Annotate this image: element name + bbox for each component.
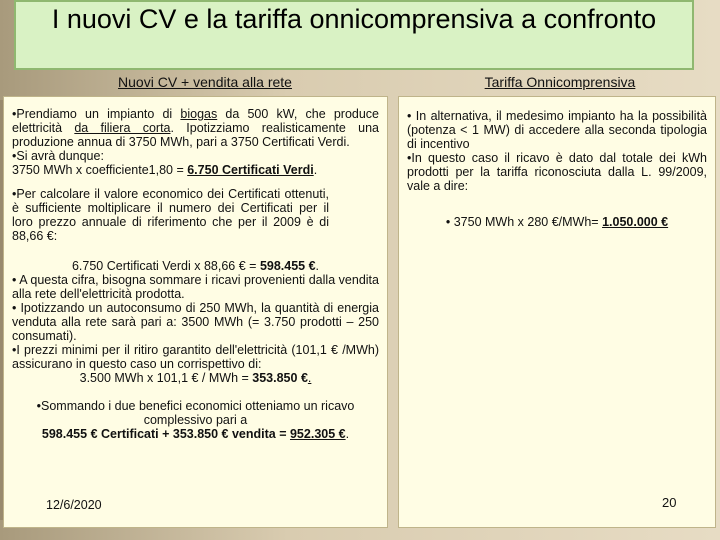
biogas-term: biogas [180,107,218,121]
left-paragraph-2: •Per calcolare il valore economico dei Certificati ottenuti, è sufficiente moltiplicare il numero dei Certificati per il loro prezzo annuale di riferimento che per il 2009 è di 88,66 €: [12,187,329,243]
left-paragraph-3: 6.750 Certificati Verdi x 88,66 € = 598.455 €. • A questa cifra, bisogna sommare i ricavi provenienti dalla vendita alla rete dell'elettricità prodotta. • Ipotizzando un autoconsumo di 250 MWh, la quantità di energia venduta alla rete sarà pari a: 3500 MWh (= 3.750 prodotti – 250 consumati). •I prezzi minimi per il ritiro garantito dell'elettricità (101,1 € /MWh) assicurano in questo caso un corrispettivo di: 3.500 MWh x 101,1 € / MWh = 353.850 €. [12,259,379,385]
slide-date: 12/6/2020 [46,498,102,512]
right-column-header: Tariffa Onnicomprensiva [484,74,636,90]
slide-title: I nuovi CV e la tariffa onnicomprensiva a confronto [51,4,657,34]
right-panel [398,96,716,528]
total-revenue: 952.305 € [289,427,346,441]
left-paragraph-1: •Prendiamo un impianto di biogas da 500 kW, che produce elettricità da filiera corta. Ipotizziamo realisticamente una produzione annua di 3750 MWh, pari a 3750 Certificati Verdi. •Si avrà dunque: 3750 MWh x coefficiente1,80 = 6.750 Certificati Verdi. [12,107,380,177]
left-panel [3,96,388,528]
certificates-value: 598.455 € [259,259,316,273]
onnicomprensiva-total: 1.050.000 € [602,215,669,229]
left-column-header: Nuovi CV + vendita alla rete [118,74,292,90]
page-number: 20 [662,495,677,510]
right-calculation: • 3750 MWh x 280 €/MWh= 1.050.000 € [445,215,669,229]
left-paragraph-4: •Sommando i due benefici economici otteniamo un ricavo complessivo pari a 598.455 € Certificati + 353.850 € vendita = 952.305 €. [36,399,355,441]
right-paragraph-2: •In questo caso il ricavo è dato dal totale dei kWh prodotti per la tariffa riconosciuta dalla L. 99/2009, vale a dire: [407,151,707,193]
certificates-result: 6.750 Certificati Verdi [187,163,314,177]
filiera-corta-term: da filiera corta [74,121,171,135]
sale-value: 353.850 € [252,371,308,385]
right-paragraph-1: • In alternativa, il medesimo impianto ha la possibilità (potenza < 1 MW) di accedere alla seconda tipologia di incentivo [407,109,707,151]
title-box [14,0,694,70]
